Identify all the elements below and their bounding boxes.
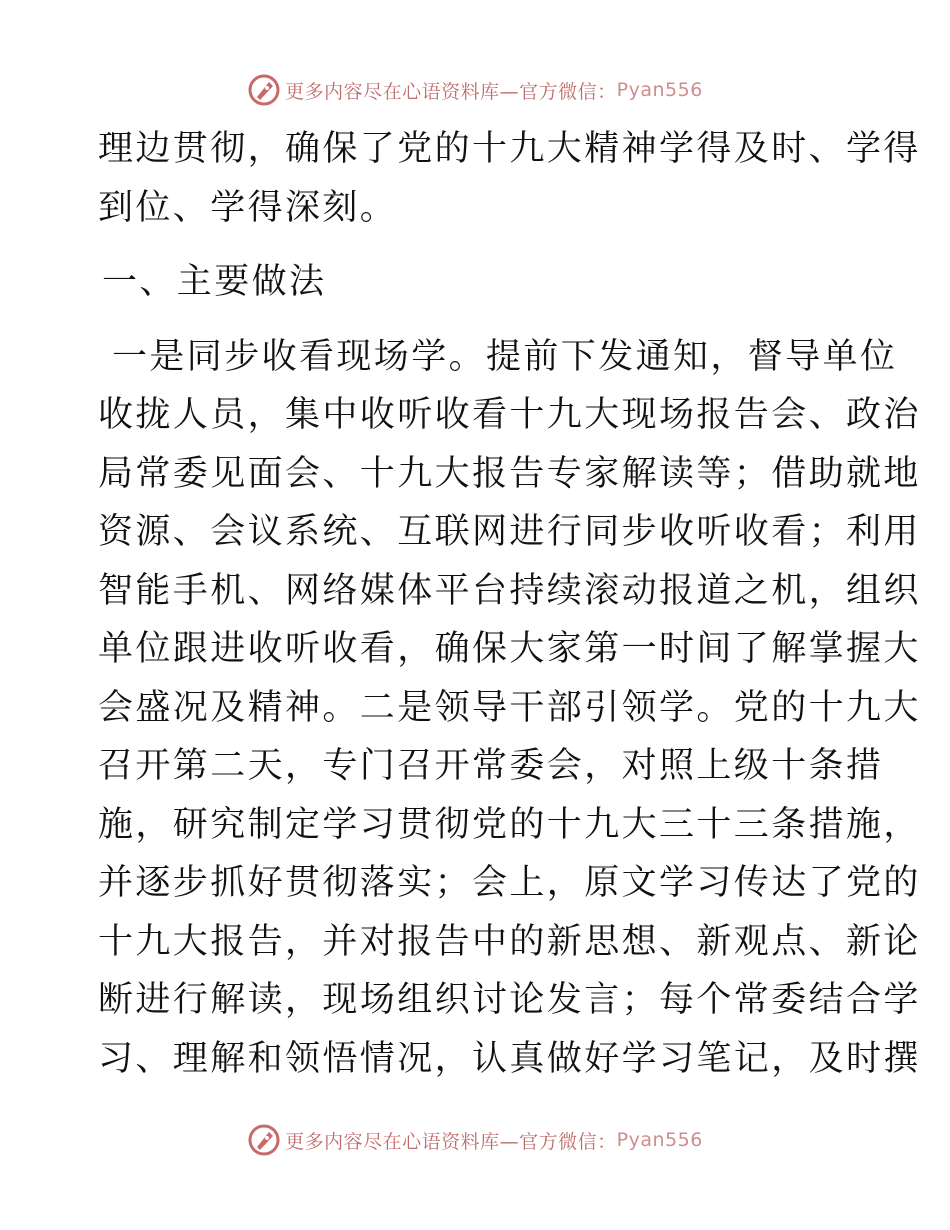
body-line: 智能手机、网络媒体平台持续滚动报道之机，组织 [98, 570, 921, 611]
watermark-text: 更多内容尽在心语资料库—官方微信： [285, 1130, 617, 1153]
body-line: 局常委见面会、十九大报告专家解读等；借助就地 [98, 453, 921, 494]
footer-watermark [0, 1120, 950, 1160]
body-line: 召开第二天，专门召开常委会，对照上级十条措 [98, 746, 884, 786]
header-watermark [0, 70, 950, 110]
body-line: 会盛况及精神。二是领导干部引领学。党的十九大 [98, 687, 921, 728]
pen-nib-logo-icon [247, 73, 281, 107]
body-line: 十九大报告，并对报告中的新思想、新观点、新论 [98, 921, 921, 962]
body-line: 一是同步收看现场学。提前下发通知，督导单位 [112, 336, 898, 377]
body-line: 施，研究制定学习贯彻党的十九大三十三条措施， [98, 804, 921, 845]
watermark-wechat-id: Pyan556 [616, 1129, 703, 1151]
body-line: 习、理解和领悟情况，认真做好学习笔记，及时撰 [98, 1038, 921, 1079]
body-line: 断进行解读，现场组织讨论发言；每个常委结合学 [98, 980, 921, 1020]
body-line: 资源、会议系统、互联网进行同步收听收看；利用 [98, 512, 921, 552]
body-line: 单位跟进收听收看，确保大家第一时间了解掌握大 [98, 629, 921, 669]
body-line: 并逐步抓好贯彻落实；会上，原文学习传达了党的 [98, 863, 921, 903]
intro-line: 理边贯彻，确保了党的十九大精神学得及时、学得 [98, 129, 921, 169]
section-heading: 一、主要做法 [102, 262, 327, 302]
watermark-text: 更多内容尽在心语资料库—官方微信： [285, 80, 617, 103]
watermark-wechat-id: Pyan556 [616, 79, 703, 101]
intro-line: 到位、学得深刻。 [98, 187, 398, 228]
body-line: 收拢人员，集中收听收看十九大现场报告会、政治 [98, 395, 921, 435]
pen-nib-logo-icon [247, 1123, 281, 1157]
document-body [98, 120, 921, 1088]
